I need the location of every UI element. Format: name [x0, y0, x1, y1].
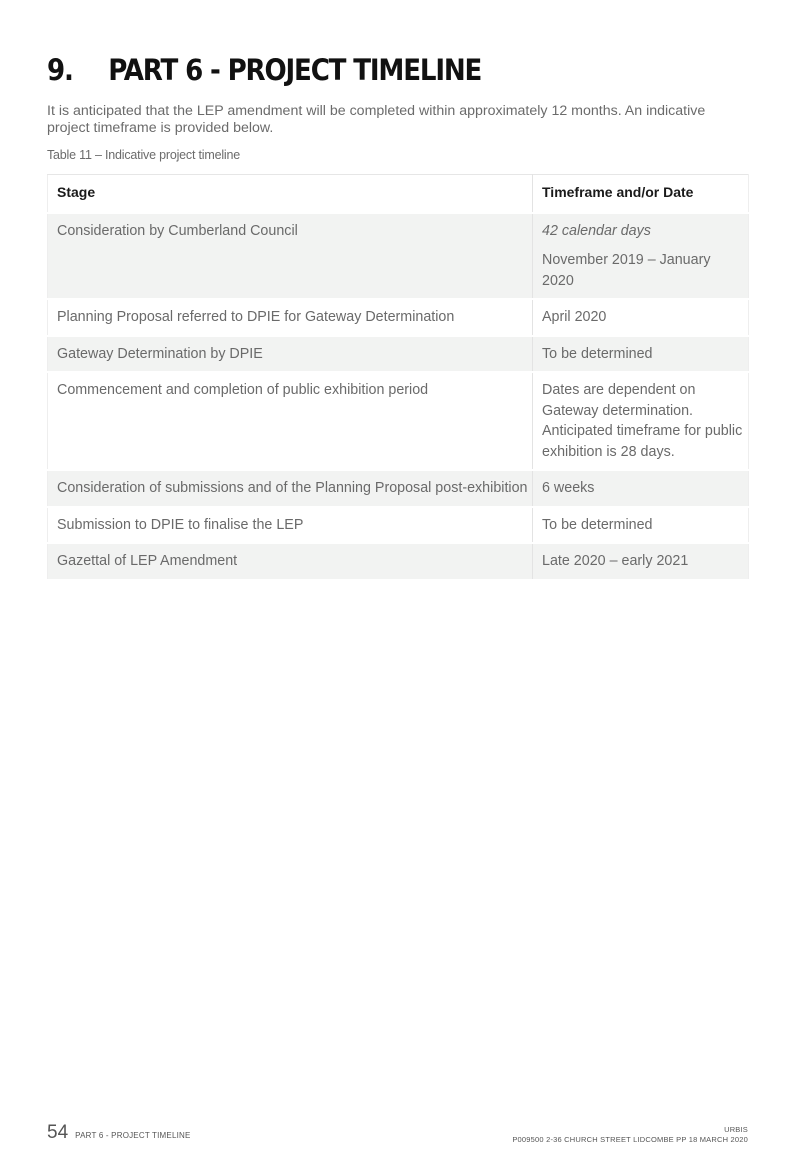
- timeframe-cell: Dates are dependent on Gateway determination. Anticipated timeframe for public exhibition is 28 days.: [533, 372, 749, 470]
- timeframe-duration: 42 calendar days: [542, 222, 651, 239]
- stage-cell: Commencement and completion of public exhibition period: [48, 372, 533, 470]
- timeframe-cell: To be determined: [533, 336, 749, 373]
- table-row: [48, 336, 749, 373]
- stage-cell: Submission to DPIE to finalise the LEP: [48, 507, 533, 544]
- footer-company: URBIS: [724, 1125, 748, 1134]
- header-stage: Stage: [48, 175, 533, 213]
- table-row: [48, 470, 749, 507]
- table-row: [48, 543, 749, 580]
- table-caption: Table 11 – Indicative project timeline: [47, 148, 240, 162]
- page-number: 54: [47, 1122, 69, 1143]
- page-heading: [47, 50, 481, 90]
- table-row: [48, 507, 749, 544]
- stage-cell: Consideration of submissions and of the Planning Proposal post-exhibition: [48, 470, 533, 507]
- timeframe-cell: [533, 213, 749, 300]
- timeframe-cell: April 2020: [533, 299, 749, 336]
- timeframe-dates: November 2019 – January 2020: [542, 252, 711, 289]
- footer-left: [47, 1122, 191, 1144]
- timeframe-cell: 6 weeks: [533, 470, 749, 507]
- timeframe-cell: Late 2020 – early 2021: [533, 543, 749, 580]
- intro-paragraph: It is anticipated that the LEP amendment will be completed within approximately 12 months. An indicative project timeframe is provided below.: [47, 103, 706, 136]
- project-timeline-table: [47, 174, 749, 581]
- stage-cell: Gazettal of LEP Amendment: [48, 543, 533, 580]
- table-row: [48, 299, 749, 336]
- header-timeframe: Timeframe and/or Date: [533, 175, 749, 213]
- table-row: [48, 213, 749, 300]
- footer-right: [512, 1125, 748, 1145]
- footer-section-title: PART 6 - PROJECT TIMELINE: [75, 1131, 191, 1140]
- footer-reference: P009500 2-36 CHURCH STREET LIDCOMBE PP 18 MARCH 2020: [512, 1135, 748, 1144]
- table-row: [48, 372, 749, 470]
- section-number: 9.: [47, 53, 73, 87]
- stage-cell: Gateway Determination by DPIE: [48, 336, 533, 373]
- section-title: PART 6 - PROJECT TIMELINE: [108, 53, 482, 87]
- stage-cell: Planning Proposal referred to DPIE for Gateway Determination: [48, 299, 533, 336]
- table-header-row: [48, 175, 749, 213]
- stage-cell: Consideration by Cumberland Council: [48, 213, 533, 300]
- timeframe-cell: To be determined: [533, 507, 749, 544]
